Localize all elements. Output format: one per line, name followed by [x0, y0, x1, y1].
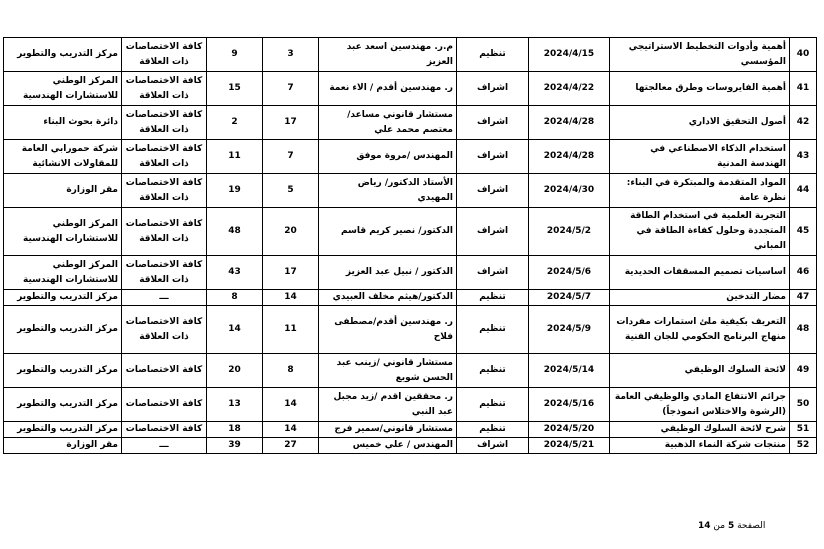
col-specializations: ـــ: [122, 290, 207, 306]
footer-page-number: 5: [727, 521, 735, 531]
col-type: تنظيم: [457, 290, 529, 306]
col-lecturer: مستشار قانوني /زينب عبد الحسن شويع: [319, 354, 457, 388]
col-course-title: استخدام الذكاء الاصطناعي في الهندسة المدنية: [610, 140, 790, 174]
col-participants: 15: [207, 72, 263, 106]
table-row: [4, 290, 817, 306]
col-date: 2024/5/6: [529, 256, 610, 290]
col-type: تنظيم: [457, 422, 529, 438]
col-type: اشراف: [457, 256, 529, 290]
col-hours: 14: [263, 422, 319, 438]
col-course-title: التجربة العلمية في استخدام الطاقة المتجددة وحلول كفاءة الطاقة في المباني: [610, 208, 790, 256]
col-participants: 9: [207, 38, 263, 72]
col-date: 2024/5/14: [529, 354, 610, 388]
col-participants: 19: [207, 174, 263, 208]
col-type: تنظيم: [457, 388, 529, 422]
col-course-title: شرح لائحة السلوك الوظيفي: [610, 422, 790, 438]
col-course-title: منتجات شركة النماء الذهبية: [610, 438, 790, 454]
courses-table-container: [3, 37, 816, 454]
col-type: تنظيم: [457, 38, 529, 72]
col-number: 40: [790, 38, 817, 72]
col-date: 2024/4/30: [529, 174, 610, 208]
col-lecturer: المهندس /مروة موفق: [319, 140, 457, 174]
col-location: شركة حمورابي العامة للمقاولات الانشائية: [4, 140, 122, 174]
col-date: 2024/4/28: [529, 140, 610, 174]
col-hours: 8: [263, 354, 319, 388]
col-hours: 17: [263, 106, 319, 140]
col-participants: 43: [207, 256, 263, 290]
col-type: اشراف: [457, 140, 529, 174]
table-row: [4, 306, 817, 354]
col-location: مركز التدريب والتطوير: [4, 354, 122, 388]
col-number: 52: [790, 438, 817, 454]
col-date: 2024/5/21: [529, 438, 610, 454]
col-location: مقر الوزارة: [4, 438, 122, 454]
col-number: 48: [790, 306, 817, 354]
table-row: [4, 72, 817, 106]
col-hours: 17: [263, 256, 319, 290]
col-course-title: مضار التدخين: [610, 290, 790, 306]
col-specializations: كافة الاختصاصات ذات العلاقة: [122, 72, 207, 106]
col-lecturer: الدكتور/ نصير كريم قاسم: [319, 208, 457, 256]
col-participants: 2: [207, 106, 263, 140]
col-number: 44: [790, 174, 817, 208]
footer-label: الصفحة: [737, 521, 766, 531]
col-lecturer: مستشار قانوني مساعد/معتصم محمد علي: [319, 106, 457, 140]
col-lecturer: ر. محققين اقدم /زيد مجبل عبد النبي: [319, 388, 457, 422]
col-course-title: اساسيات تصميم المسقفات الحديدية: [610, 256, 790, 290]
col-location: مقر الوزارة: [4, 174, 122, 208]
col-number: 51: [790, 422, 817, 438]
col-hours: 14: [263, 290, 319, 306]
col-lecturer: ر. مهندسين أقدم/مصطفى فلاح: [319, 306, 457, 354]
col-type: تنظيم: [457, 354, 529, 388]
col-specializations: ـــ: [122, 438, 207, 454]
page-footer: [698, 521, 765, 531]
col-location: المركز الوطني للاستشارات الهندسية: [4, 256, 122, 290]
table-row: [4, 354, 817, 388]
col-number: 45: [790, 208, 817, 256]
col-specializations: كافة الاختصاصات ذات العلاقة: [122, 38, 207, 72]
col-hours: 5: [263, 174, 319, 208]
footer-total-pages: 14: [698, 521, 711, 531]
col-date: 2024/5/20: [529, 422, 610, 438]
col-specializations: كافة الاختصاصات ذات العلاقة: [122, 174, 207, 208]
col-lecturer: م.ر. مهندسين اسعد عبد العزيز: [319, 38, 457, 72]
table-row: [4, 422, 817, 438]
col-lecturer: مستشار قانوني/سمير فرج: [319, 422, 457, 438]
col-lecturer: الدكتور/هيثم مخلف العبيدي: [319, 290, 457, 306]
table-row: [4, 38, 817, 72]
col-specializations: كافة الاختصاصات ذات العلاقة: [122, 256, 207, 290]
col-hours: 20: [263, 208, 319, 256]
col-specializations: كافة الاختصاصات ذات العلاقة: [122, 140, 207, 174]
table-row: [4, 140, 817, 174]
col-date: 2024/5/7: [529, 290, 610, 306]
col-location: دائرة بحوث البناء: [4, 106, 122, 140]
col-type: اشراف: [457, 72, 529, 106]
col-lecturer: الأستاذ الدكتور/ رياض المهيدي: [319, 174, 457, 208]
col-location: مركز التدريب والتطوير: [4, 290, 122, 306]
col-lecturer: ر. مهندسين أقدم / الاء نعمة: [319, 72, 457, 106]
table-row: [4, 208, 817, 256]
col-participants: 14: [207, 306, 263, 354]
col-hours: 7: [263, 140, 319, 174]
col-specializations: كافة الاختصاصات ذات العلاقة: [122, 208, 207, 256]
col-type: اشراف: [457, 208, 529, 256]
table-row: [4, 174, 817, 208]
col-type: تنظيم: [457, 306, 529, 354]
table-row: [4, 388, 817, 422]
col-type: اشراف: [457, 106, 529, 140]
col-course-title: جرائم الانتفاع المادي والوظيفي العامة (الرشوة والاختلاس انموذجاً): [610, 388, 790, 422]
col-specializations: كافة الاختصاصات ذات العلاقة: [122, 306, 207, 354]
col-course-title: أهمية وأدوات التخطيط الاستراتيجي المؤسسي: [610, 38, 790, 72]
col-number: 42: [790, 106, 817, 140]
col-course-title: لائحة السلوك الوظيفي: [610, 354, 790, 388]
courses-table: [3, 37, 817, 454]
col-location: المركز الوطني للاستشارات الهندسية: [4, 208, 122, 256]
col-specializations: كافة الاختصاصات: [122, 388, 207, 422]
col-specializations: كافة الاختصاصات: [122, 422, 207, 438]
col-number: 49: [790, 354, 817, 388]
col-specializations: كافة الاختصاصات ذات العلاقة: [122, 106, 207, 140]
footer-of: من: [713, 521, 726, 531]
col-course-title: التعريف بكيفية ملئ استمارات مفردات منهاج البرنامج الحكومي للجان الفنية: [610, 306, 790, 354]
col-participants: 20: [207, 354, 263, 388]
col-hours: 3: [263, 38, 319, 72]
col-participants: 8: [207, 290, 263, 306]
col-lecturer: الدكتور / نبيل عبد العزيز: [319, 256, 457, 290]
col-lecturer: المهندس / علي خميس: [319, 438, 457, 454]
col-number: 41: [790, 72, 817, 106]
table-row: [4, 106, 817, 140]
col-type: اشراف: [457, 174, 529, 208]
col-participants: 13: [207, 388, 263, 422]
col-date: 2024/5/9: [529, 306, 610, 354]
col-specializations: كافة الاختصاصات: [122, 354, 207, 388]
col-hours: 7: [263, 72, 319, 106]
col-location: مركز التدريب والتطوير: [4, 306, 122, 354]
col-location: مركز التدريب والتطوير: [4, 388, 122, 422]
col-participants: 11: [207, 140, 263, 174]
col-location: مركز التدريب والتطوير: [4, 422, 122, 438]
col-location: المركز الوطني للاستشارات الهندسية: [4, 72, 122, 106]
col-number: 50: [790, 388, 817, 422]
col-number: 43: [790, 140, 817, 174]
col-date: 2024/4/22: [529, 72, 610, 106]
col-date: 2024/5/2: [529, 208, 610, 256]
col-hours: 14: [263, 388, 319, 422]
col-participants: 48: [207, 208, 263, 256]
col-hours: 27: [263, 438, 319, 454]
table-row: [4, 438, 817, 454]
col-course-title: أصول التحقيق الاداري: [610, 106, 790, 140]
col-hours: 11: [263, 306, 319, 354]
col-type: اشراف: [457, 438, 529, 454]
col-date: 2024/4/28: [529, 106, 610, 140]
col-participants: 39: [207, 438, 263, 454]
col-number: 47: [790, 290, 817, 306]
col-course-title: المواد المتقدمة والمبتكرة في البناء: نظرة عامة: [610, 174, 790, 208]
col-number: 46: [790, 256, 817, 290]
col-location: مركز التدريب والتطوير: [4, 38, 122, 72]
col-course-title: أهمية الفايروسات وطرق معالجتها: [610, 72, 790, 106]
table-row: [4, 256, 817, 290]
col-participants: 18: [207, 422, 263, 438]
col-date: 2024/5/16: [529, 388, 610, 422]
col-date: 2024/4/15: [529, 38, 610, 72]
